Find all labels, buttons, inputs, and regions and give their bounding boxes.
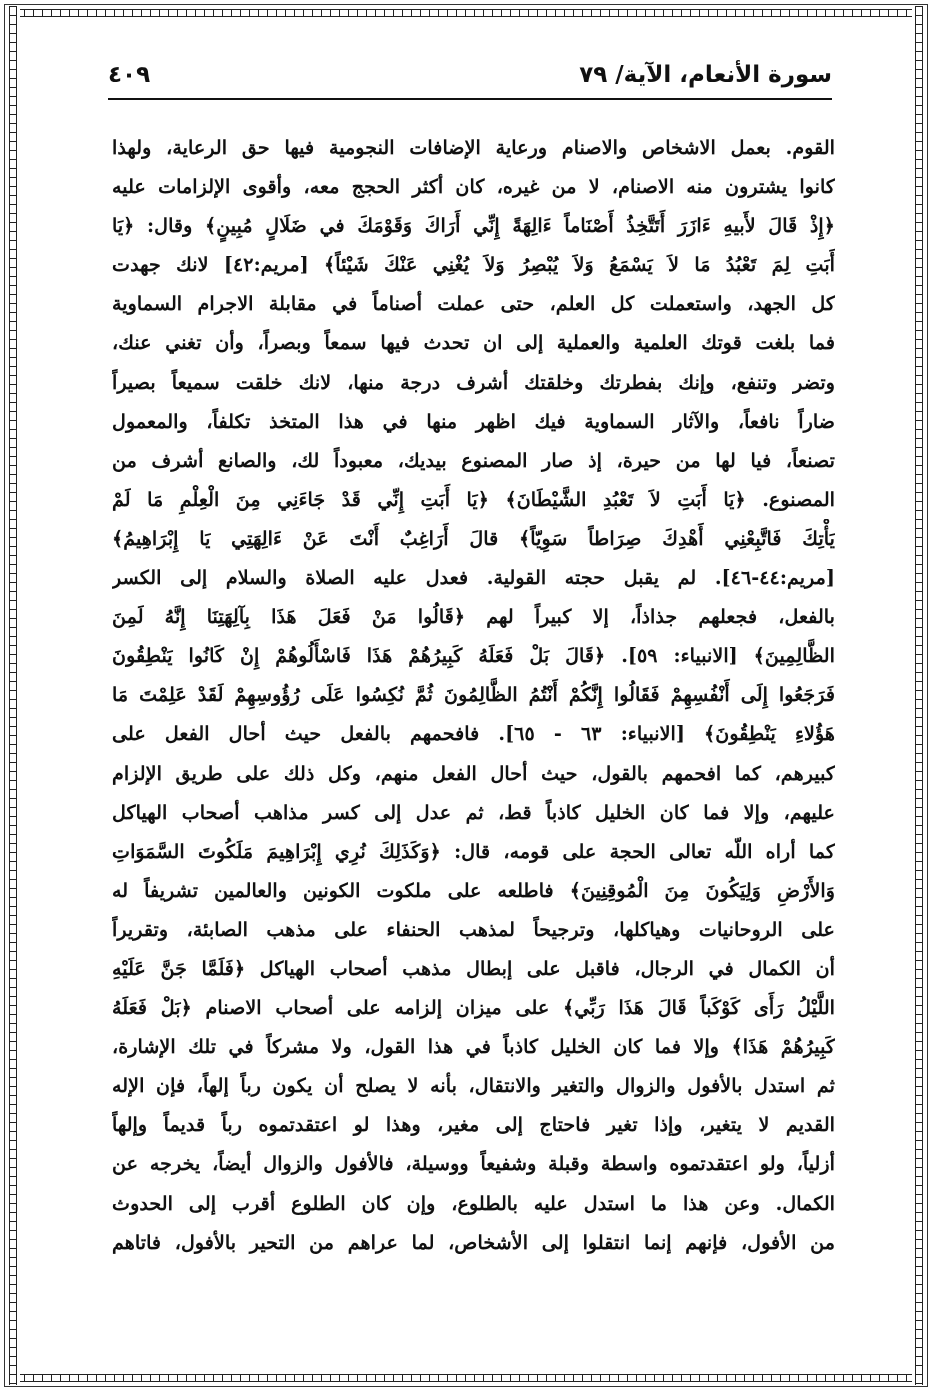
text-line: القوم. بعمل الاشخاص والاصنام ورعاية الإضافات النجومية فيها حق الرعاية، ولهذا xyxy=(112,136,835,159)
text-line: كما أراه اللّه تعالى الحجة على قومه، قال: ﴿وَكَذَلِكَ نُرِي إِبْرَاهِيمَ مَلَكُوتَ السَّمَوَاتِ xyxy=(112,839,835,863)
text-line: أن الكمال في الرجال، فاقبل على إبطال مذهب أصحاب الهياكل ﴿فَلَمَّا جَنَّ عَلَيْهِ xyxy=(112,956,835,980)
text-line: أزلياً، ولو اعتقدتموه واسطة وقبلة وشفيعاً ووسيلة، فالأفول والزوال أيضاً، يخرجه عن xyxy=(112,1152,835,1176)
text-line: عليهم، وإلا فما كان الخليل كاذباً قط، ثم عدل إلى كسر مذاهب أصحاب الهياكل xyxy=(112,800,835,824)
text-line: يَأْتِكَ فَاتَّبِعْنِي أَهْدِكَ صِرَاطاً سَوِيّاً﴾ قالَ أَرَاغِبٌ أَنْتَ عَنْ ءَالِهَتِي يَا إِبْرَاهِيمُ﴾ xyxy=(112,526,835,550)
text-line: [مريم:٤٤-٤٦]. لم يقبل حجته القولية. فعدل عليه الصلاة والسلام إلى الكسر xyxy=(112,566,835,590)
text-line: وتضر وتنفع، وإنك بفطرتك وخلقتك أشرف درجة منها، لانك خلقت سميعاً بصيراً xyxy=(112,370,835,394)
text-line: الظَّالِمِينَ﴾ [الانبياء: ٥٩]. ﴿قَالَ بَلْ فَعَلَهُ كَبِيرُهُمْ هَذَا فَاسْأَلُوهُمْ إِنْ كَانُوا يَنْطِقُونَ xyxy=(112,644,835,668)
text-line: تصنعاً، فيا لها من حيرة، إذ صار المصنوع بيديك، معبوداً لك، والصانع أشرف من xyxy=(112,448,835,472)
text-line: ثم استدل بالأفول والزوال والتغير والانتقال، بأنه لا يصلح أن يكون رباً إلهاً، فإن الإله xyxy=(112,1074,835,1098)
text-line: المصنوع. ﴿يَا أَبَتِ لاَ تَعْبُدِ الشَّيْطَانَ﴾ ﴿يَا أَبَتِ إِنِّي قَدْ جَاءَنِي مِنَ الْعِلْمِ مَا لَمْ xyxy=(112,487,835,511)
text-line: هَؤُلاءِ يَنْطِقُونَ﴾ [الانبياء: ٦٣ - ٦٥]. فافحمهم بالفعل حيث أحال الفعل على xyxy=(112,722,835,746)
text-line: على الروحانيات وهياكلها، وترجيحاً لمذهب الحنفاء على مذهب الصابئة، وتقريراً xyxy=(112,917,835,941)
header-rule xyxy=(108,98,832,100)
text-line: اللَّيْلُ رَأَى كَوْكَباً قَالَ هَذَا رَبِّي﴾ على ميزان إلزامه على أصحاب الاصنام ﴿بَلْ فَعَلَهُ xyxy=(112,996,835,1020)
text-line: كل الجهد، واستعملت كل العلم، حتى عملت أصناماً في مقابلة الاجرام السماوية xyxy=(112,292,835,316)
text-line: وَالأَرْضِ وَلِيَكُونَ مِنَ الْمُوقِنِينَ﴾ فاطلعه على ملكوت الكونين والعالمين تشريفاً له xyxy=(112,878,835,902)
text-line: من الأفول، فإنهم إنما انتقلوا إلى الأشخاص، لما عراهم من التحير بالأفول، فاتاهم xyxy=(112,1230,835,1254)
text-line: ضاراً نافعاً، والآثار السماوية فيك اظهر منها في هذا المتخذ تكلفاً، والمعمول xyxy=(112,409,835,433)
text-line: أَبَتِ لِمَ تَعْبُدُ مَا لاَ يَسْمَعُ وَلاَ يُبْصِرُ وَلاَ يُغْنِي عَنْكَ شَيْئاً﴾ [مريم:٤٢] لانك جهدت xyxy=(112,253,835,277)
running-header xyxy=(108,54,832,100)
text-line: الكمال. وعن هذا ما استدل عليه بالطلوع، وإن كان الطلوع أقرب إلى الحدوث xyxy=(112,1191,835,1215)
text-line: فما بلغت قوتك العلمية والعملية إلى ان تحدث فيها سمعاً وبصراً، وأن تغني عنك، xyxy=(112,331,835,355)
chapter-title: سورة الأنعام، الآية/ ٧٩ xyxy=(579,62,832,88)
text-line: كانوا يشترون منه الاصنام، لا من غيره، كان أكثر الحجج معه، وأقوى الإلزامات عليه xyxy=(112,175,835,199)
body-text xyxy=(112,128,835,1262)
text-line: فَرَجَعُوا إِلَى أَنْفُسِهِمْ فَقَالُوا إِنَّكُمْ أَنْتُمُ الظَّالِمُونَ ثُمَّ نُكِسُوا عَلَى رُؤُوسِهِمْ لَقَدْ عَلِمْتَ مَا xyxy=(112,683,835,707)
text-line: القديم لا يتغير، وإذا تغير فاحتاج إلى مغير، وهذا لو اعتقدتموه رباً قديماً وإلهاً xyxy=(112,1113,835,1137)
text-line: ﴿إِذْ قَالَ لأَبيهِ ءَازَرَ أَتَتَّخِذُ أَصْنَاماً ءَالِهَةً إِنِّي أَرَاكَ وَقَوْمَكَ في ضَلَالٍ مُبِينٍ﴾ وقال: ﴿يَا xyxy=(112,214,835,238)
text-line: كبيرهم، كما افحمهم بالقول، حيث أحال الفعل منهم، وكل ذلك على طريق الإلزام xyxy=(112,761,835,785)
text-line: بالفعل، فجعلهم جذاذاً، إلا كبيراً لهم ﴿قَالُوا مَنْ فَعَلَ هَذَا بِآلِهَتِنَا إِنَّهُ لَمِنَ xyxy=(112,605,835,629)
text-line: كَبِيرُهُمْ هَذَا﴾ وإلا فما كان الخليل كاذباً في هذا القول، ولا مشركاً في تلك الإشارة، xyxy=(112,1035,835,1059)
page-number: ٤٠٩ xyxy=(108,62,151,88)
